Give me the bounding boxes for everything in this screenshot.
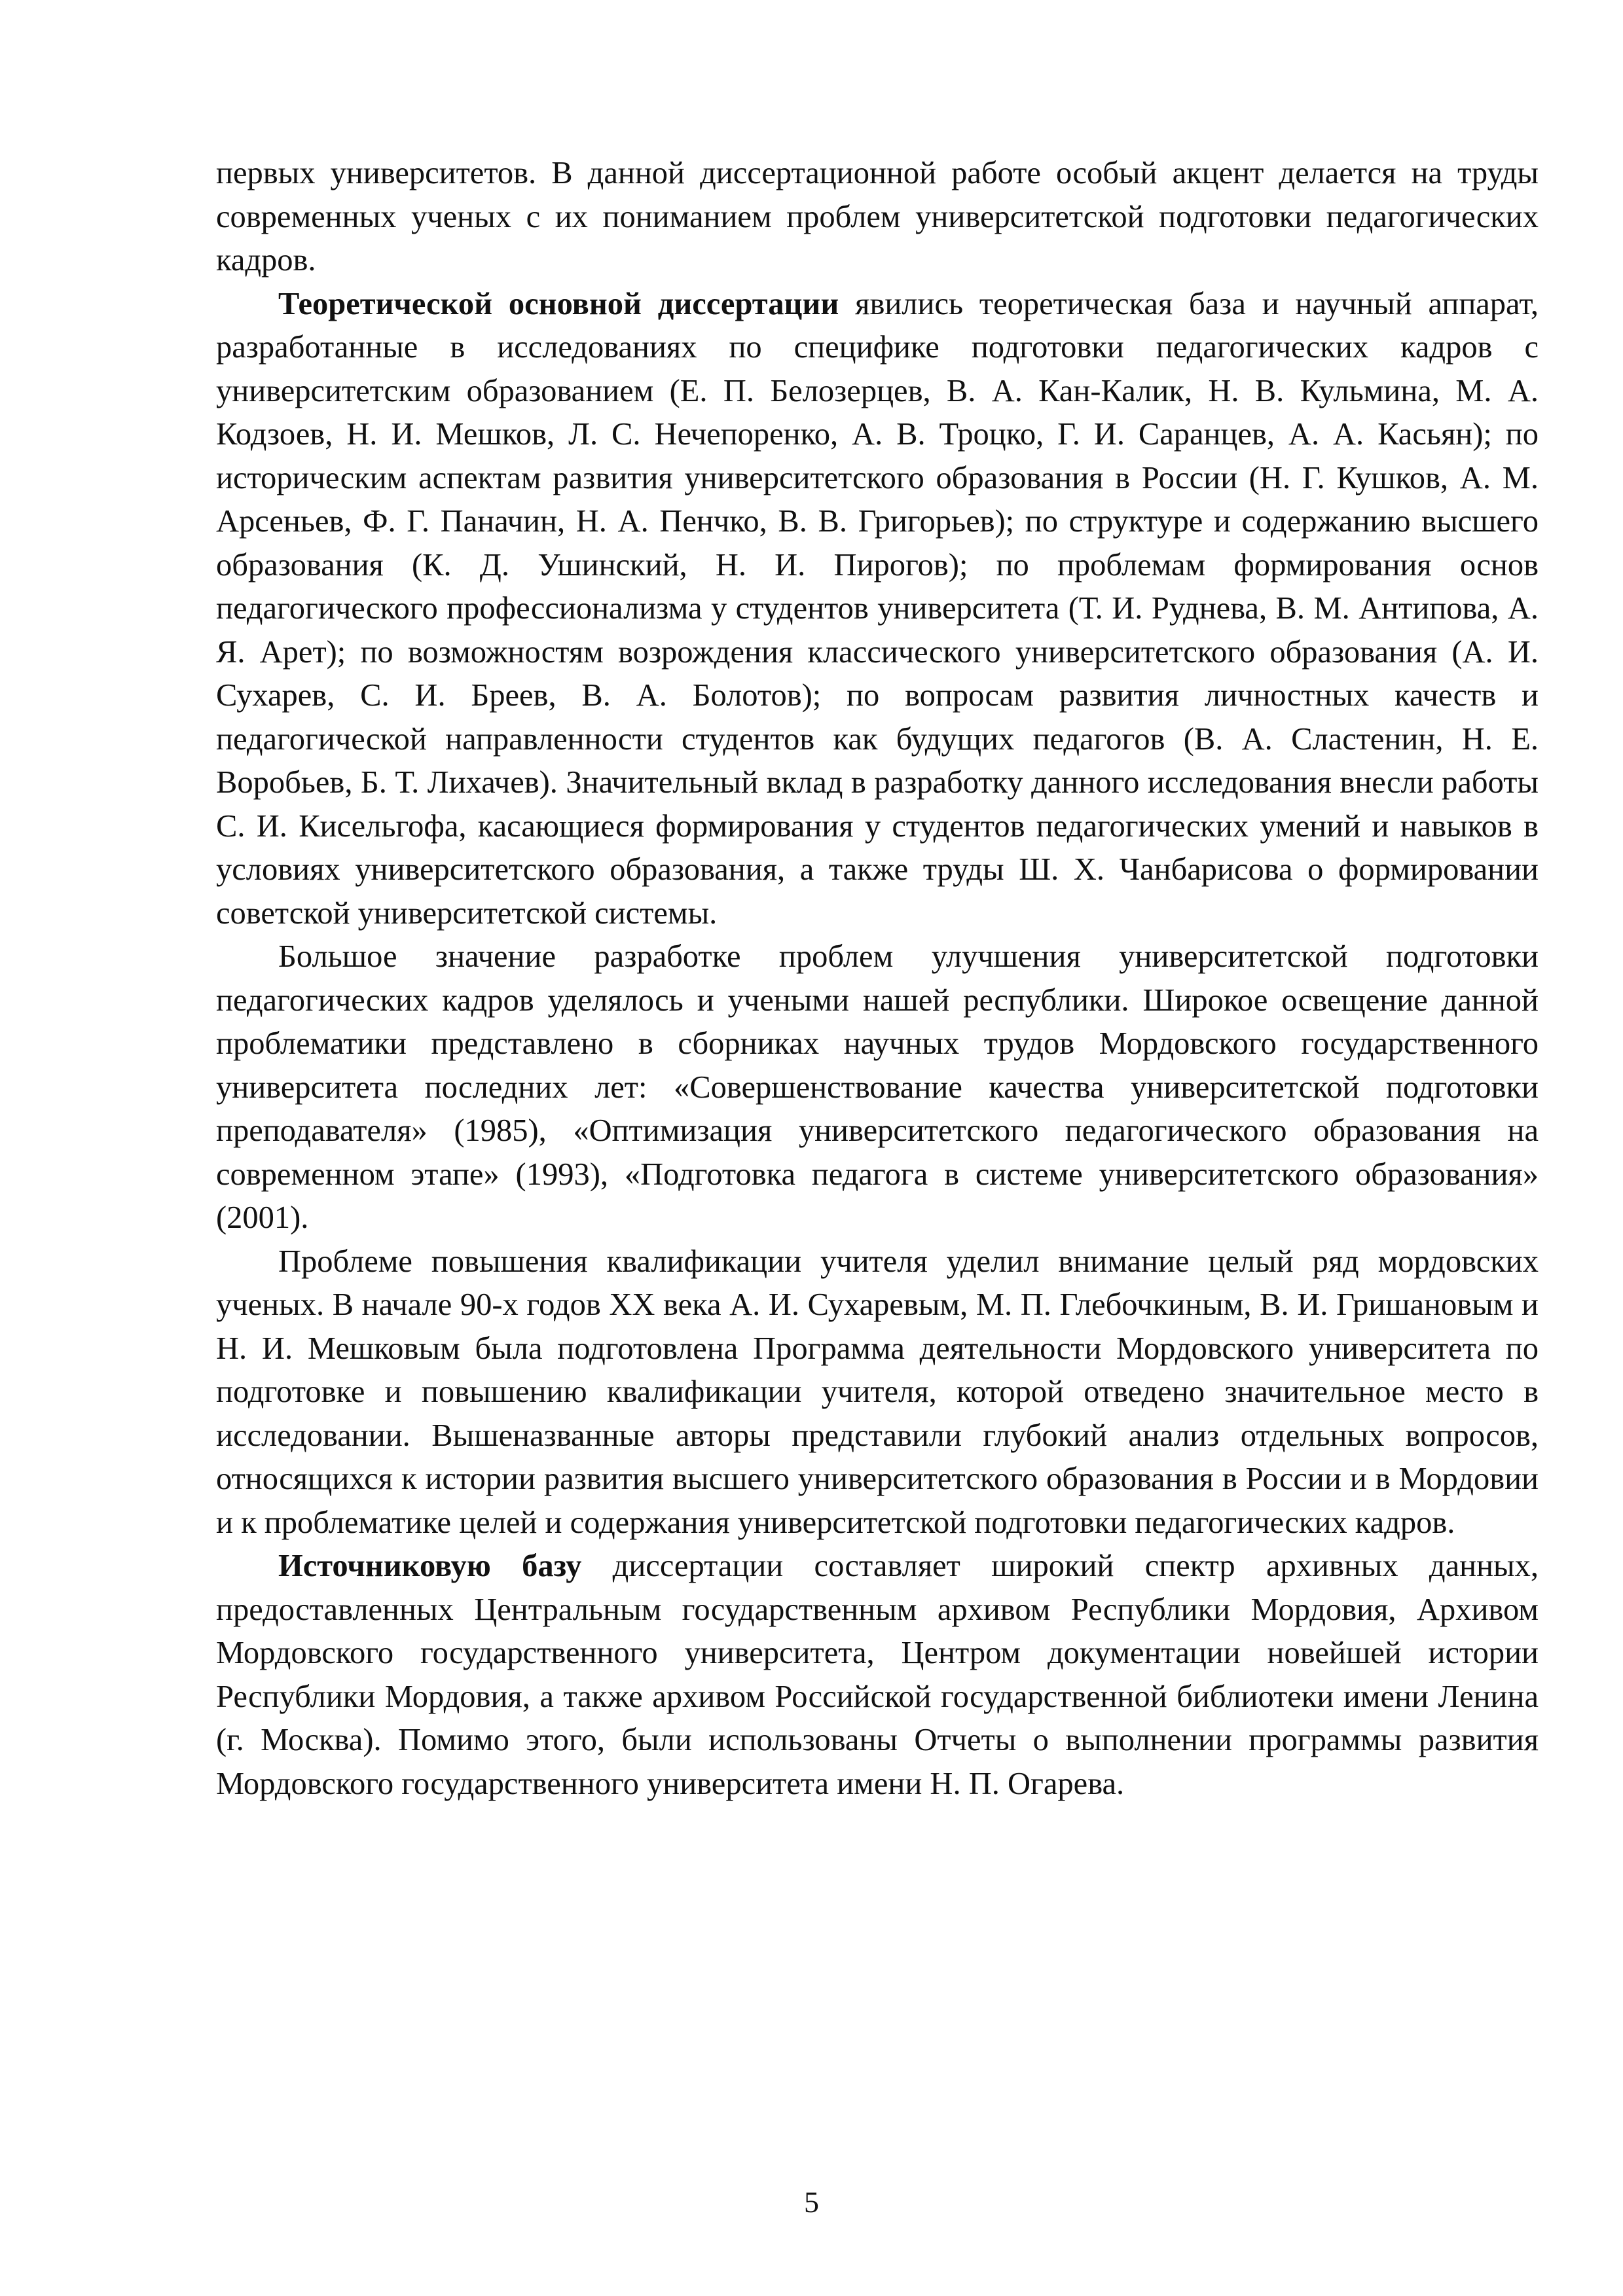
paragraph-text: Большое значение разработке проблем улучшения университетской подготовки педагогических кадров уделялось и учеными нашей республики. Широкое освещение данной проблематики представлено в сборниках научных трудов Мордовского государственного университета последних лет: «Совершенствование качества университетской подготовки преподавателя» (1985), «Оптимизация университетского педагогического образования на современном этапе» (1993), «Подготовка педагога в системе университетского образования» (2001). — [216, 939, 1539, 1235]
paragraph-republic-research — [216, 935, 1539, 1240]
paragraph-bold-lead: Источниковую базу — [278, 1549, 582, 1583]
paragraph-theoretical-basis — [216, 283, 1539, 936]
paragraph-text: первых университетов. В данной диссертационной работе особый акцент делается на труды современных ученых с их пониманием проблем университетской подготовки педагогических кадров. — [216, 156, 1539, 278]
paragraph-text: Проблеме повышения квалификации учителя уделил внимание целый ряд мордовских ученых. В начале 90-х годов XX века А. И. Сухаревым, М. П. Глебочкиным, В. И. Гришановым и Н. И. Мешковым была подготовлена Программа деятельности Мордовского университета по подготовке и повышению квалификации учителя, которой отведено значительное место в исследовании. Вышеназванные авторы представили глубокий анализ отдельных вопросов, относящихся к истории развития высшего университетского образования в России и в Мордовии и к проблематике целей и содержания университетской подготовки педагогических кадров. — [216, 1244, 1539, 1540]
paragraph-source-base — [216, 1545, 1539, 1806]
paragraph-teacher-qualification — [216, 1240, 1539, 1545]
paragraph-intro-continuation — [216, 152, 1539, 283]
paragraph-text: явились теоретическая база и научный аппарат, разработанные в исследованиях по специфике подготовки педагогических кадров с университетским образованием (Е. П. Белозерцев, В. А. Кан-Калик, Н. В. Кульмина, М. А. Кодзоев, Н. И. Мешков, Л. С. Нечепоренко, А. В. Троцко, Г. И. Саранцев, А. А. Касьян); по историческим аспектам развития университетского образования в России (Н. Г. Кушков, А. М. Арсеньев, Ф. Г. Паначин, Н. А. Пенчко, В. В. Григорьев); по структуре и содержанию высшего образования (К. Д. Ушинский, Н. И. Пирогов); по проблемам формирования основ педагогического профессионализма у студентов университета (Т. И. Руднева, В. М. Антипова, А. Я. Арет); по возможностям возрождения классического университетского образования (А. И. Сухарев, С. И. Бреев, В. А. Болотов); по вопросам развития личностных качеств и педагогической направленности студентов как будущих педагогов (В. А. Сластенин, Н. Е. Воробьев, Б. Т. Лихачев). Значительный вклад в разработку данного исследования внесли работы С. И. Кисельгофа, касающиеся формирования у студентов педагогических умений и навыков в условиях университетского образования, а также труды Ш. Х. Чанбарисова о формировании советской университетской системы. — [216, 286, 1539, 931]
paragraph-text: диссертации составляет широкий спектр архивных данных, предоставленных Центральным государственным архивом Республики Мордовия, Архивом Мордовского государственного университета, Центром документации новейшей истории Республики Мордовия, а также архивом Российской государственной библиотеки имени Ленина (г. Москва). Помимо этого, были использованы Отчеты о выполнении программы развития Мордовского государственного университета имени Н. П. Огарева. — [216, 1549, 1539, 1801]
body-text — [216, 152, 1539, 1806]
paragraph-bold-lead: Теоретической основной диссертации — [278, 286, 839, 321]
page-number: 5 — [804, 2185, 819, 2219]
